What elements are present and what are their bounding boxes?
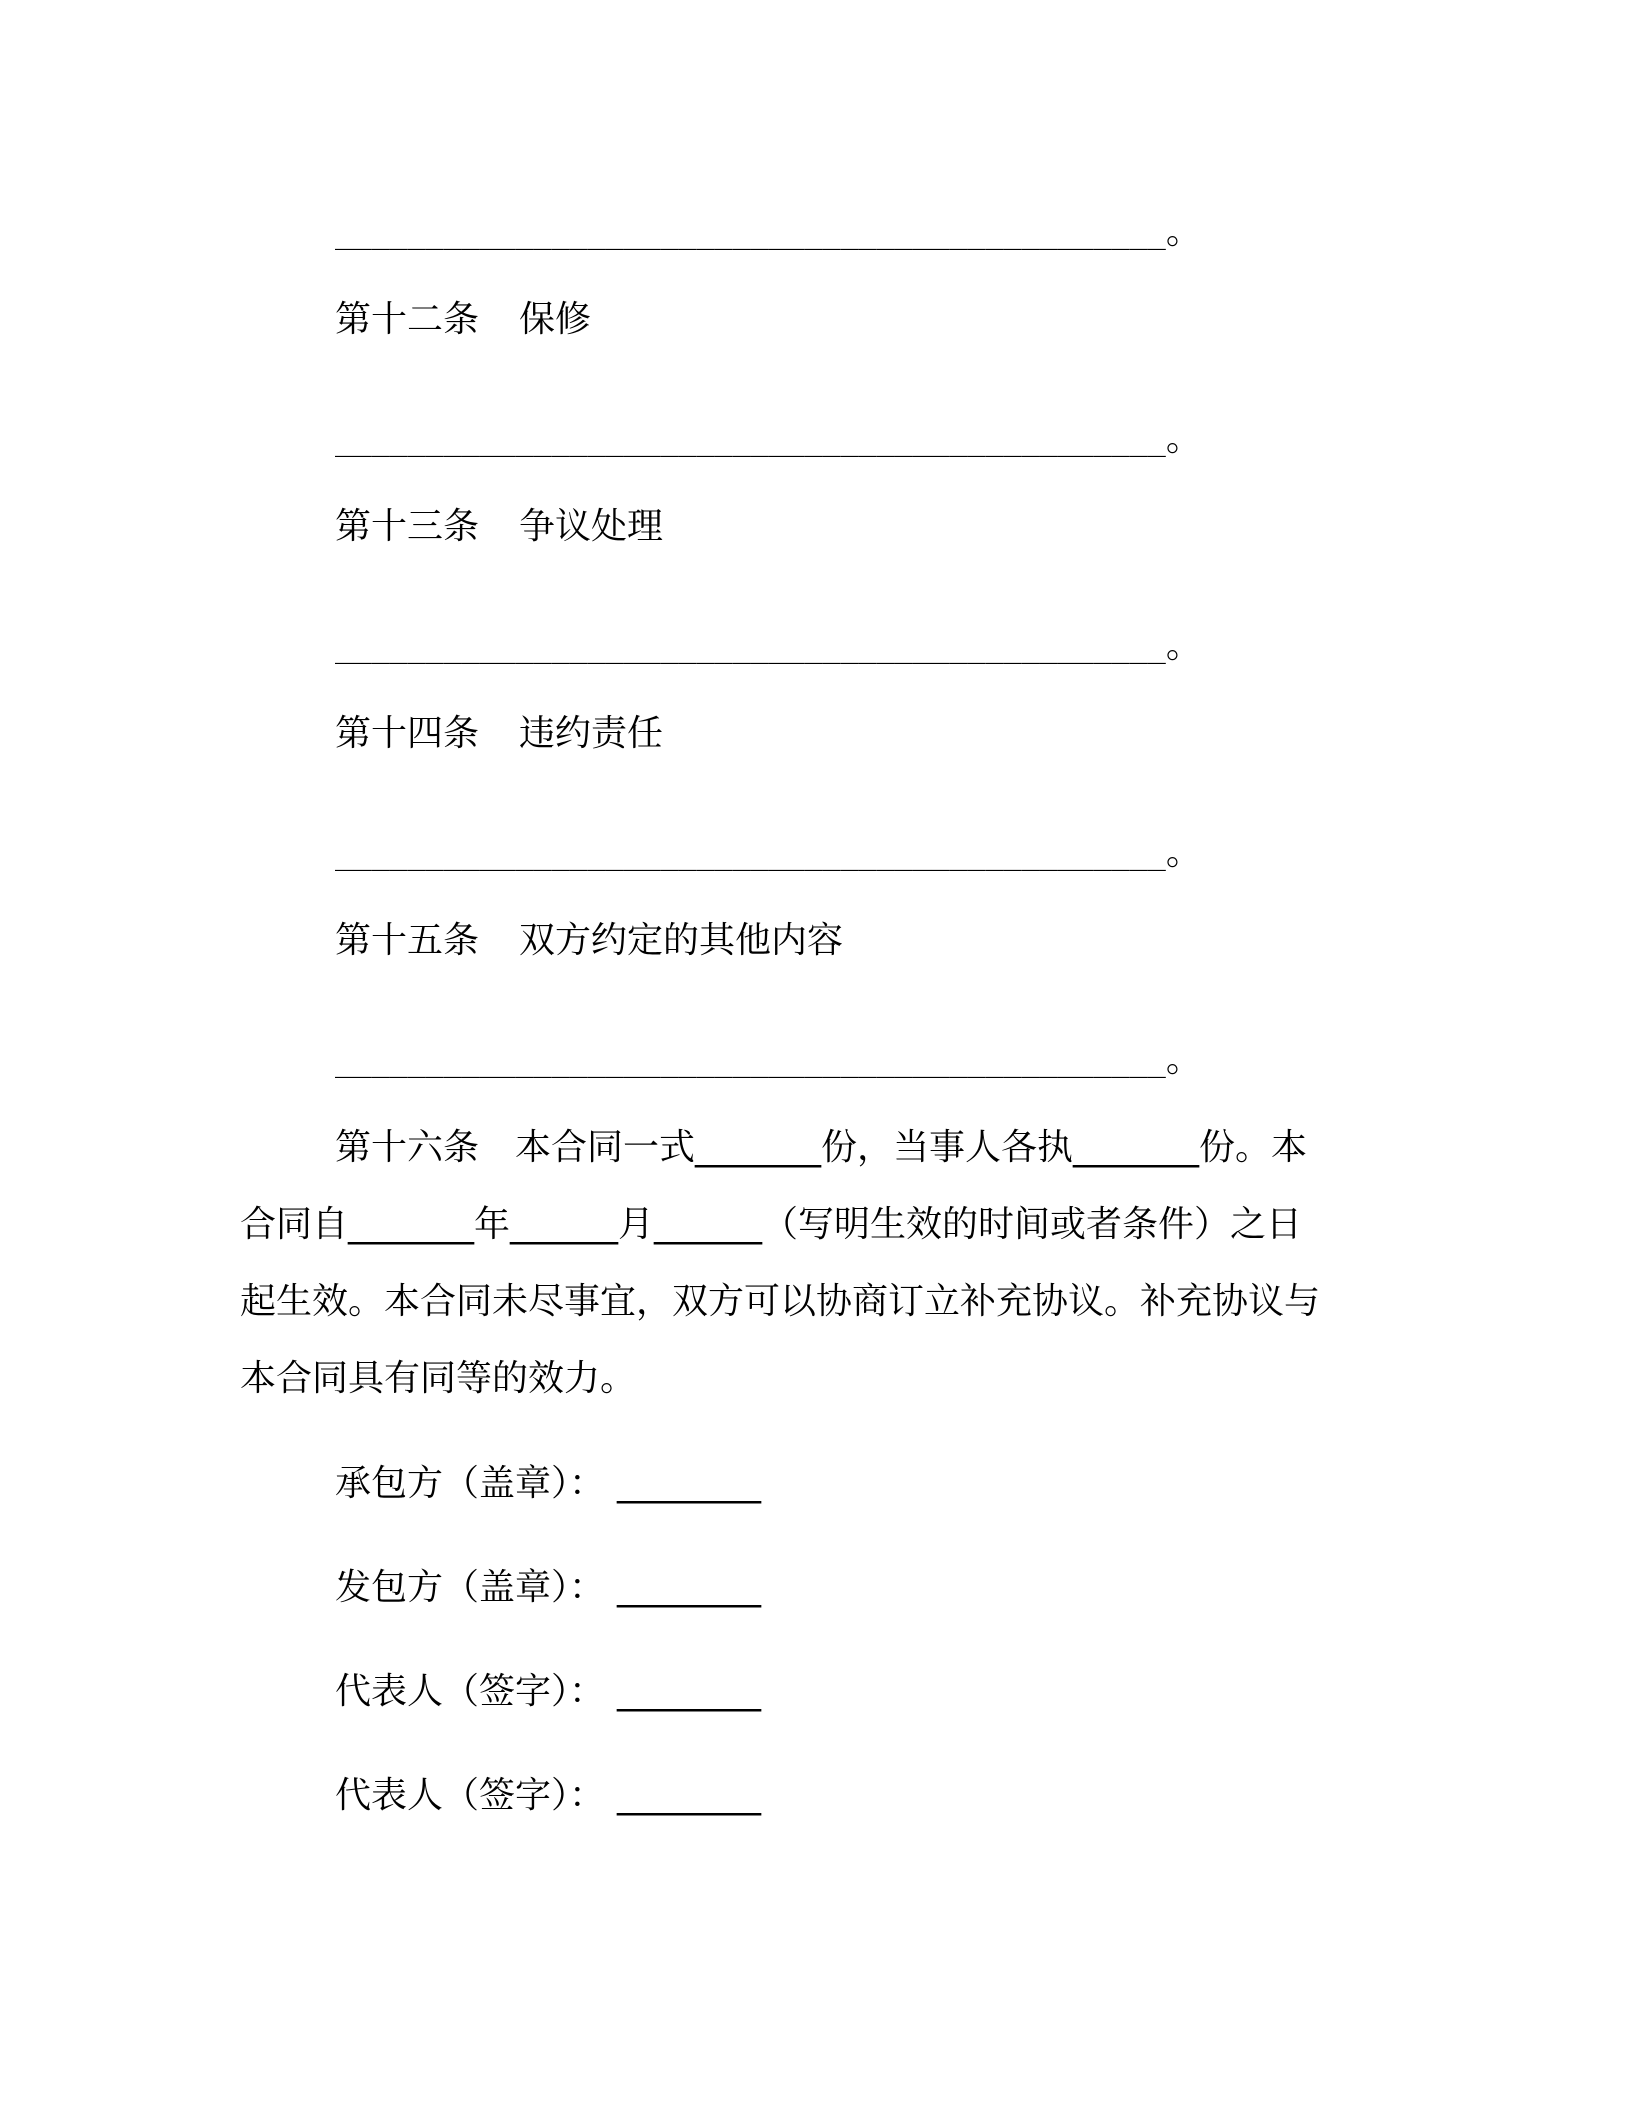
- article-number: 第十五条: [335, 920, 480, 961]
- fill-in-line: [335, 1036, 1202, 1084]
- signature-line: [335, 1460, 761, 1508]
- signature-label: 发包方（盖章）：: [335, 1567, 606, 1608]
- blank-underline: ______________________________________________: [335, 216, 1166, 251]
- article16-line-2: 合同自_______年______月______（写明生效的时间或者条件）之日: [240, 1204, 1303, 1245]
- signature-line: [335, 1772, 761, 1820]
- signature-blank: ________: [617, 1671, 762, 1712]
- fill-in-line: [335, 622, 1202, 670]
- signature-label: 承包方（盖章）：: [335, 1463, 606, 1504]
- article16-line-4: 本合同具有同等的效力。: [240, 1358, 637, 1399]
- article-number: 第十三条: [335, 506, 480, 547]
- signature-label: 代表人（签字）：: [335, 1775, 606, 1816]
- end-mark: 。: [1165, 832, 1202, 873]
- end-mark: 。: [1165, 625, 1202, 666]
- end-mark: 。: [1165, 1039, 1202, 1080]
- signature-label: 代表人（签字）：: [335, 1671, 606, 1712]
- blank-underline: ______________________________________________: [335, 837, 1166, 872]
- fill-in-line: [335, 415, 1202, 463]
- article16-line-1: 第十六条 本合同一式_______份，当事人各执_______份。本: [335, 1127, 1308, 1168]
- signature-line: [335, 1564, 761, 1612]
- article-heading: [335, 503, 663, 551]
- signature-blank: ________: [617, 1463, 762, 1504]
- signature-blank: ________: [617, 1775, 762, 1816]
- blank-underline: ______________________________________________: [335, 1044, 1166, 1079]
- article-title: 双方约定的其他内容: [519, 920, 844, 961]
- blank-underline: ______________________________________________: [335, 423, 1166, 458]
- end-mark: 。: [1165, 418, 1202, 459]
- article-number: 第十二条: [335, 299, 480, 340]
- article16-line-3: 起生效。本合同未尽事宜，双方可以协商订立补充协议。补充协议与: [240, 1281, 1321, 1322]
- article-heading: [335, 710, 663, 758]
- article-title: 违约责任: [519, 713, 664, 754]
- article-number: 第十四条: [335, 713, 480, 754]
- signature-line: [335, 1668, 761, 1716]
- fill-in-line: [335, 829, 1202, 877]
- article-heading: [335, 917, 843, 965]
- blank-underline: ______________________________________________: [335, 630, 1166, 665]
- signature-blank: ________: [617, 1567, 762, 1608]
- article-title: 争议处理: [519, 506, 664, 547]
- fill-in-line: [335, 208, 1202, 256]
- article-heading: [335, 296, 591, 344]
- end-mark: 。: [1165, 211, 1202, 252]
- article-title: 保修: [519, 299, 592, 340]
